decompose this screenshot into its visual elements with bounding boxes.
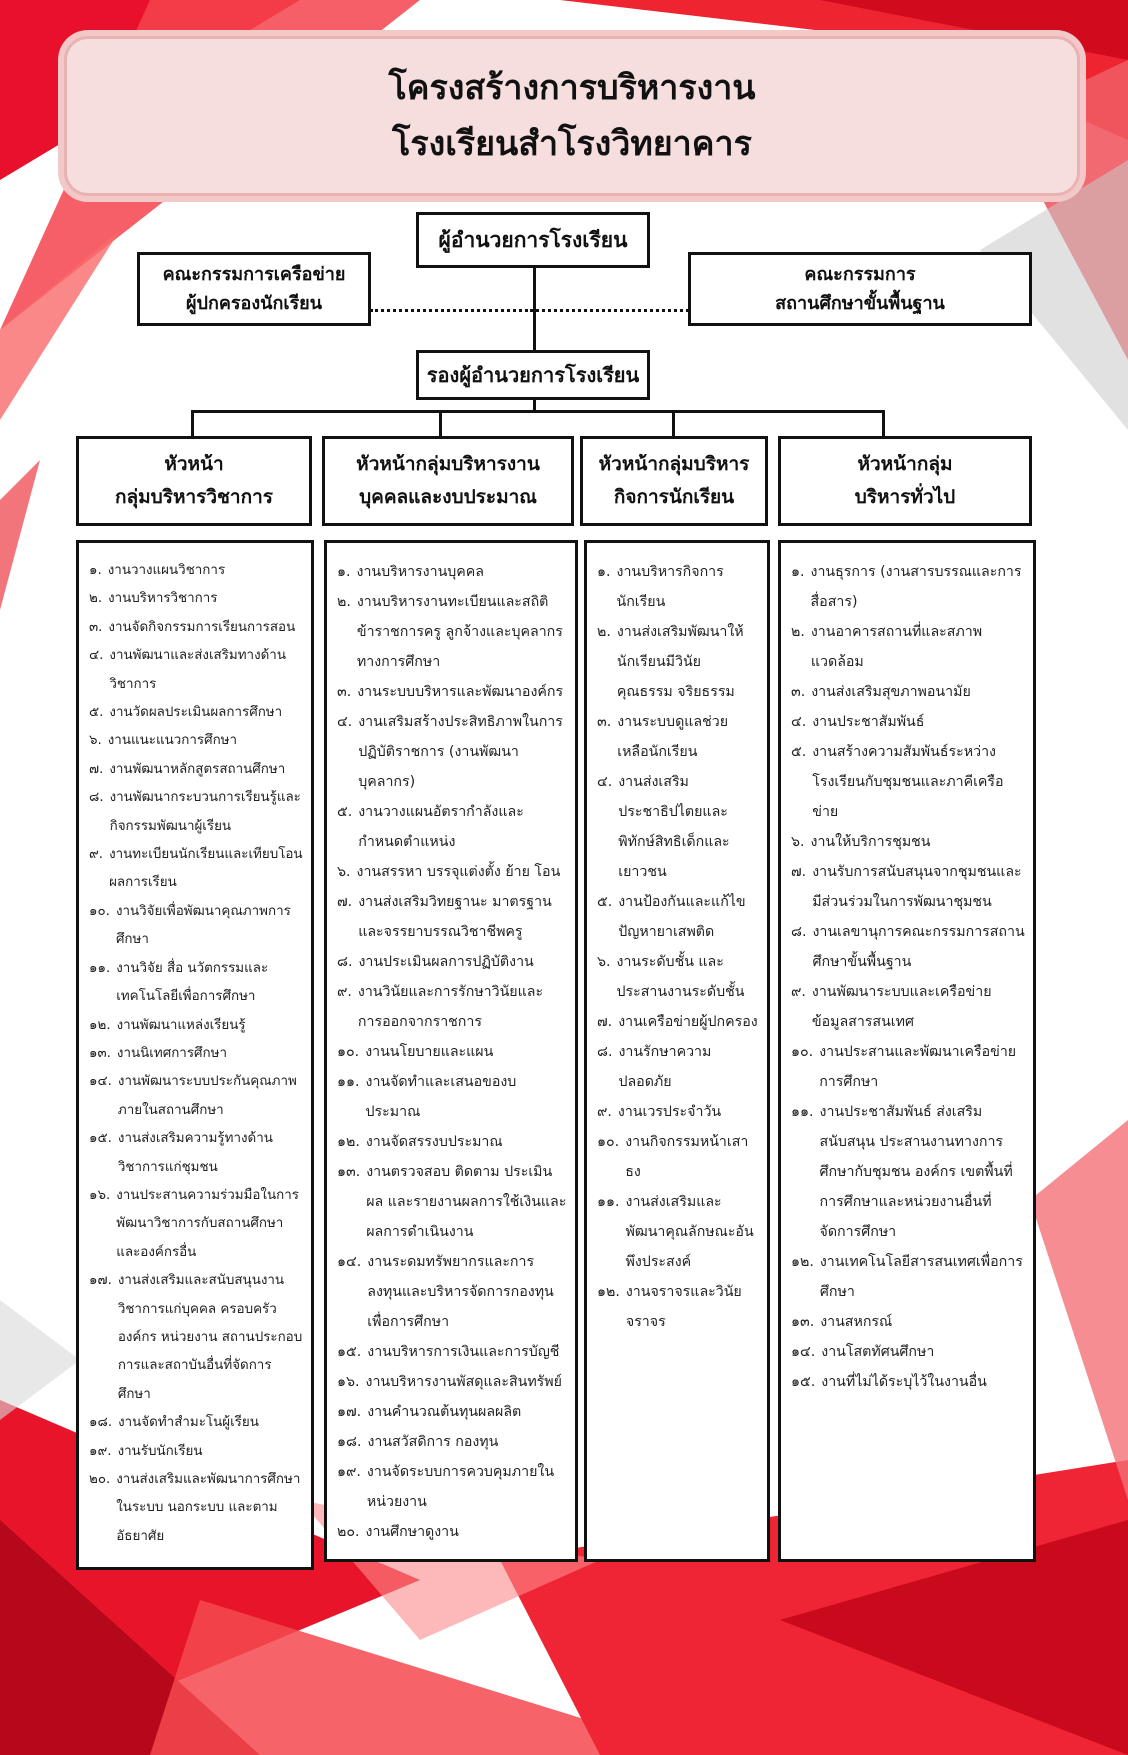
task-item [337,1397,567,1427]
task-text: งานตรวจสอบ ติดตาม ประเมินผล และรายงานผลการใช้เงินและผลการดำเนินงาน [366,1164,567,1240]
head-academic-line2: กลุ่มบริหารวิชาการ [115,486,273,508]
task-text: งานนิเทศการศึกษา [116,1045,227,1061]
connector-drop-col1 [191,410,194,438]
task-number: ๒. [337,594,351,610]
task-text: งานพัฒนากระบวนการเรียนรู้และกิจกรรมพัฒนาผู้เรียน [109,790,301,834]
task-number: ๑๒. [597,1284,620,1300]
committee-left-line2: ผู้ปกครองนักเรียน [185,293,323,314]
task-text: งานกิจกรรมหน้าเสาธง [625,1134,749,1180]
task-text: งานบริหารงานบุคคล [356,564,484,580]
task-number: ๘. [89,790,104,806]
task-text: งานอาคารสถานที่และสภาพแวดล้อม [810,624,983,670]
task-text: งานศึกษาดูงาน [365,1524,459,1540]
head-personnel-budget-box [322,436,574,526]
task-item [337,707,567,797]
task-text: งานประชาสัมพันธ์ ส่งเสริม สนับสนุน ประสานงานทางการศึกษากับชุมชน องค์กร เขตพื้นที่การศึกษาและหน่วยงานอื่นที่จัดการศึกษา [819,1104,1013,1240]
task-item [337,1067,567,1127]
task-item [791,857,1025,917]
task-number: ๑๖. [89,1187,111,1203]
connector-drop-col3 [672,410,675,438]
task-item [89,1267,303,1409]
task-item [597,947,759,1007]
task-number: ๕. [791,744,807,760]
task-item [337,1517,567,1547]
connector-horizontal-bus [191,410,885,413]
task-text: งานสหกรณ์ [820,1314,893,1330]
task-text: งานจัดระบบการควบคุมภายในหน่วยงาน [366,1464,555,1510]
task-item [791,737,1025,827]
task-item [597,1097,759,1127]
task-text: งานจัดกิจกรรมการเรียนการสอน [108,619,296,635]
task-text: งานป้องกันและแก้ไขปัญหายาเสพติด [618,894,746,940]
task-text: งานคำนวณต้นทุนผลผลิต [367,1404,522,1420]
task-number: ๒๐. [337,1524,360,1540]
task-item [337,1157,567,1247]
task-item [337,1037,567,1067]
task-item [89,557,303,585]
task-item [89,955,303,1012]
head-general-line1: หัวหน้ากลุ่ม [857,453,953,475]
task-item [791,617,1025,677]
task-item [791,917,1025,977]
deputy-director-box [416,350,650,400]
head-academic-box [76,436,312,526]
task-item [89,841,303,898]
deputy-label: รองผู้อำนวยการโรงเรียน [426,363,640,387]
task-text: งานสวัสดิการ กองทุน [367,1434,499,1450]
task-item [337,887,567,947]
task-text: งานพัฒนาระบบประกันคุณภาพภายในสถานศึกษา [117,1074,297,1118]
head-general-line2: บริหารทั่วไป [854,486,956,508]
task-text: งานจัดทำสำมะโนผู้เรียน [118,1415,259,1431]
task-text: งานส่งเสริมวิทยฐานะ มาตรฐานและจรรยาบรรณวิชาชีพครู [358,894,552,940]
task-number: ๓. [337,684,352,700]
task-text: งานส่งเสริมประชาธิปไตยและพิทักษ์สิทธิเด็กและเยาวชน [618,774,730,880]
task-number: ๑๓. [89,1045,111,1061]
committee-right-line2: สถานศึกษาขั้นพื้นฐาน [775,293,945,314]
task-item [89,1125,303,1182]
committee-right-line1: คณะกรรมการ [804,264,916,285]
task-text: งานวิจัยเพื่อพัฒนาคุณภาพการศึกษา [115,903,291,948]
task-number: ๖. [791,834,805,850]
task-number: ๒. [791,624,805,640]
task-item [89,1040,303,1068]
task-text: งานส่งเสริมและพัฒนาการศึกษาในระบบ นอกระบบ และตามอัธยาศัย [116,1472,301,1544]
task-item [89,784,303,841]
task-text: งานประสานและพัฒนาเครือข่ายการศึกษา [819,1044,1017,1090]
connector-director-deputy [533,266,536,350]
title-line-2: โรงเรียนสำโรงวิทยาคาร [392,124,752,164]
task-text: งานระดับชั้น และประสานงานระดับชั้น [616,954,745,1000]
task-item [791,557,1025,617]
task-text: งานให้บริการชุมชน [810,834,931,850]
task-item [597,1187,759,1277]
task-number: ๑๘. [89,1415,113,1431]
task-number: ๑. [89,563,102,578]
head-general-admin-box [778,436,1032,526]
task-item [337,1457,567,1517]
task-item [89,1409,303,1437]
task-number: ๑๘. [337,1434,362,1450]
task-number: ๗. [337,894,353,910]
task-number: ๑๔. [791,1344,816,1360]
connector-drop-col2 [439,410,442,438]
task-number: ๑๓. [337,1164,361,1180]
task-item [337,587,567,677]
task-text: งานพัฒนาและส่งเสริมทางด้านวิชาการ [109,648,286,692]
task-number: ๑. [597,564,611,580]
task-text: งานทะเบียนนักเรียนและเทียบโอนผลการเรียน [109,847,303,891]
task-text: งานบริหารวิชาการ [108,591,218,607]
task-text: งานระบบบริหารและพัฒนาองค์กร [357,684,564,700]
task-number: ๖. [597,954,611,970]
task-item [89,585,303,613]
task-number: ๑๗. [337,1404,362,1420]
task-item [791,1307,1025,1337]
task-number: ๗. [597,1014,613,1030]
head-personnel-line2: บุคคลและงบประมาณ [359,486,537,508]
task-number: ๑๐. [791,1044,814,1060]
task-number: ๙. [791,984,806,1000]
task-text: งานส่งเสริมและสนับสนุนงานวิชาการแก่บุคคล ครอบครัว องค์กร หน่วยงาน สถานประกอบการและสถาบันอื่นที่จัดการศึกษา [117,1273,303,1402]
task-text: งานพัฒนาระบบและเครือข่ายข้อมูลสารสนเทศ [811,984,992,1030]
task-item [337,947,567,977]
task-number: ๑๔. [337,1254,362,1270]
head-student-affairs-box [580,436,768,526]
personnel-budget-task-list [324,540,578,1562]
task-text: งานรับการสนับสนุนจากชุมชนและมีส่วนร่วมในการพัฒนาชุมชน [812,864,1022,910]
task-item [89,756,303,784]
task-item [89,727,303,755]
task-text: งานบริหารงานทะเบียนและสถิติข้าราชการครู ลูกจ้างและบุคลากรทางการศึกษา [356,594,563,670]
head-personnel-line1: หัวหน้ากลุ่มบริหารงาน [356,453,540,475]
task-number: ๑. [337,564,351,580]
task-text: งานสรรหา บรรจุแต่งตั้ง ย้าย โอน [356,864,561,880]
task-number: ๑๑. [597,1194,620,1210]
task-number: ๑๒. [791,1254,814,1270]
task-number: ๑๙. [337,1464,361,1480]
task-text: งานเทคโนโลยีสารสนเทศเพื่อการศึกษา [819,1254,1023,1300]
task-text: งานเลขานุการคณะกรรมการสถานศึกษาขั้นพื้นฐาน [812,924,1025,970]
task-number: ๙. [337,984,352,1000]
task-item [791,1247,1025,1307]
head-student-line1: หัวหน้ากลุ่มบริหาร [598,453,750,475]
task-item [89,614,303,642]
academic-task-list [76,540,314,1570]
student-affairs-task-list [584,540,770,1562]
task-text: งานส่งเสริมและพัฒนาคุณลักษณะอันพึงประสงค์ [625,1194,754,1270]
task-item [337,1367,567,1397]
task-number: ๑๑. [791,1104,814,1120]
task-number: ๑๕. [791,1374,816,1390]
task-number: ๒. [597,624,611,640]
task-text: งานส่งเสริมสุขภาพอนามัย [811,684,971,700]
task-text: งานสร้างความสัมพันธ์ระหว่างโรงเรียนกับชุมชนและภาคีเครือข่าย [812,744,1004,820]
task-number: ๗. [791,864,807,880]
task-text: งานวินัยและการรักษาวินัยและการออกจากราชการ [357,984,544,1030]
task-item [89,699,303,727]
task-text: งานรักษาความปลอดภัย [618,1044,712,1090]
task-item [89,1466,303,1551]
title-line-1: โครงสร้างการบริหารงาน [388,68,756,108]
task-number: ๑๓. [791,1314,815,1330]
task-number: ๑๗. [89,1273,112,1289]
task-item [791,1367,1025,1397]
task-number: ๑๐. [597,1134,620,1150]
task-text: งานประเมินผลการปฏิบัติงาน [358,954,534,970]
director-box [416,212,650,268]
task-number: ๙. [89,847,104,863]
task-item [337,1337,567,1367]
task-item [791,677,1025,707]
task-item [89,1438,303,1466]
task-text: งานที่ไม่ได้ระบุไว้ในงานอื่น [821,1374,987,1390]
task-item [337,557,567,587]
task-item [337,857,567,887]
task-item [791,827,1025,857]
task-number: ๑๒. [337,1134,360,1150]
title-banner [64,36,1080,196]
task-number: ๕. [337,804,353,820]
task-number: ๓. [791,684,806,700]
task-text: งานนโยบายและแผน [365,1044,494,1060]
connector-right-committee [536,309,689,312]
task-number: ๑๐. [89,903,110,919]
task-number: ๑๕. [89,1131,112,1147]
task-number: ๙. [597,1104,612,1120]
task-item [791,1337,1025,1367]
task-number: ๘. [791,924,807,940]
task-text: งานระบบดูแลช่วยเหลือนักเรียน [617,714,729,760]
task-item [337,1127,567,1157]
task-text: งานเครือข่ายผู้ปกครอง [618,1014,758,1030]
task-item [337,977,567,1037]
committee-parent-network-box [137,252,371,326]
task-text: งานธุรการ (งานสารบรรณและการสื่อสาร) [810,564,1022,610]
task-text: งานแนะแนวการศึกษา [107,733,238,749]
head-academic-line1: หัวหน้า [164,453,224,475]
task-text: งานส่งเสริมความรู้ทางด้านวิชาการแก่ชุมชน [117,1131,273,1175]
task-item [597,617,759,707]
task-text: งานประชาสัมพันธ์ [812,714,925,730]
task-number: ๔. [791,714,807,730]
task-number: ๓. [597,714,612,730]
task-text: งานบริหารการเงินและการบัญชี [367,1344,560,1360]
task-text: งานพัฒนาหลักสูตรสถานศึกษา [109,761,286,777]
task-text: งานวัดผลประเมินผลการศึกษา [109,705,283,721]
task-text: งานจัดทำและเสนอของบประมาณ [365,1074,517,1120]
committee-left-line1: คณะกรรมการเครือข่าย [162,264,346,285]
task-item [89,898,303,955]
task-text: งานโสตทัศนศึกษา [821,1344,935,1360]
task-number: ๑๖. [337,1374,360,1390]
task-text: งานระดมทรัพยากรและการลงทุนและบริหารจัดการกองทุนเพื่อการศึกษา [367,1254,554,1330]
task-text: งานจัดสรรงบประมาณ [365,1134,503,1150]
task-item [337,1427,567,1457]
task-item [791,1037,1025,1097]
connector-left-committee [370,309,533,312]
general-admin-task-list [778,540,1036,1562]
task-number: ๗. [89,761,104,777]
task-text: งานส่งเสริมพัฒนาให้นักเรียนมีวินัย คุณธรรม จริยธรรม [616,624,744,700]
task-number: ๑๕. [337,1344,362,1360]
task-item [89,642,303,699]
task-item [597,887,759,947]
task-number: ๑๒. [89,1017,111,1033]
task-text: งานวางแผนอัตรากำลังและกำหนดตำแหน่ง [358,804,524,850]
task-number: ๘. [337,954,353,970]
task-number: ๑๔. [89,1074,112,1090]
task-number: ๑๑. [337,1074,360,1090]
task-item [791,977,1025,1037]
task-text: งานบริหารงานพัสดุและสินทรัพย์ [365,1374,562,1390]
task-number: ๑. [791,564,805,580]
task-item [89,1182,303,1267]
task-number: ๓. [89,619,103,635]
task-number: ๖. [337,864,351,880]
task-text: งานวางแผนวิชาการ [107,563,226,578]
task-item [597,1007,759,1037]
task-item [597,557,759,617]
task-number: ๘. [597,1044,613,1060]
task-item [597,1037,759,1097]
task-text: งานจราจรและวินัยจราจร [625,1284,742,1330]
task-number: ๒๐. [89,1472,111,1487]
connector-drop-col4 [882,410,885,438]
task-item [597,767,759,887]
task-item [597,1277,759,1337]
task-number: ๑๐. [337,1044,360,1060]
task-item [337,1247,567,1337]
task-number: ๔. [337,714,353,730]
task-item [337,677,567,707]
task-number: ๑๙. [89,1443,112,1459]
task-item [597,1127,759,1187]
task-number: ๑๑. [89,960,111,976]
task-text: งานวิจัย สื่อ นวัตกรรมและเทคโนโลยีเพื่อการศึกษา [116,960,269,1005]
task-number: ๕. [89,705,104,721]
task-number: ๕. [597,894,613,910]
task-text: งานบริหารกิจการนักเรียน [616,564,724,610]
task-text: งานพัฒนาแหล่งเรียนรู้ [116,1017,246,1033]
task-number: ๔. [89,648,104,664]
director-label: ผู้อำนวยการโรงเรียน [438,227,628,252]
task-item [89,1068,303,1125]
task-item [791,707,1025,737]
head-student-line2: กิจการนักเรียน [613,486,735,508]
task-text: งานรับนักเรียน [117,1443,203,1459]
task-text: งานเวรประจำวัน [617,1104,722,1120]
task-text: งานประสานความร่วมมือในการพัฒนาวิชาการกับสถานศึกษาและองค์กรอื่น [116,1187,299,1260]
task-item [597,707,759,767]
task-text: งานเสริมสร้างประสิทธิภาพในการปฏิบัติราชการ (งานพัฒนาบุคลากร) [358,714,563,790]
committee-basic-education-box [688,252,1032,326]
task-item [89,1012,303,1040]
task-item [791,1097,1025,1247]
task-number: ๒. [89,591,103,607]
task-number: ๔. [597,774,613,790]
task-number: ๖. [89,733,102,749]
task-item [337,797,567,857]
